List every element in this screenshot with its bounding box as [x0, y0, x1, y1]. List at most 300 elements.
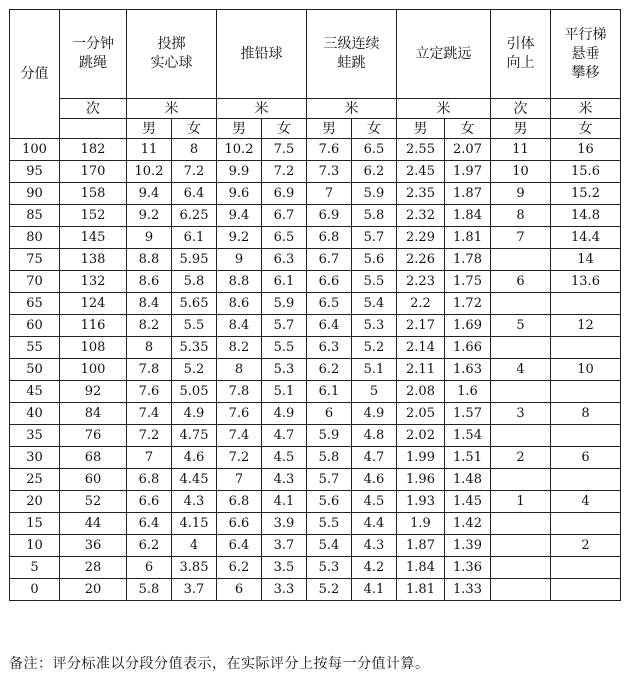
- value-cell: 6: [551, 447, 621, 469]
- value-cell: 2.08: [397, 381, 445, 403]
- unit-cell: 米: [127, 99, 217, 119]
- column-header: 推铅球: [217, 10, 307, 99]
- score-cell: 30: [10, 447, 60, 469]
- value-cell: 6.2: [127, 535, 172, 557]
- table-row: [10, 293, 621, 315]
- value-cell: 36: [60, 535, 127, 557]
- value-cell: 145: [60, 227, 127, 249]
- value-cell: 60: [60, 469, 127, 491]
- value-cell: 9.4: [127, 183, 172, 205]
- value-cell: 1.96: [397, 469, 445, 491]
- value-cell: [551, 579, 621, 601]
- scoring-table: [9, 9, 621, 601]
- value-cell: 5.65: [172, 293, 217, 315]
- value-cell: 4.6: [352, 469, 397, 491]
- value-cell: 6: [217, 579, 262, 601]
- value-cell: 6.4: [127, 513, 172, 535]
- value-cell: 7.6: [307, 139, 352, 161]
- value-cell: 2.2: [397, 293, 445, 315]
- table-row: [10, 425, 621, 447]
- value-cell: 6.7: [307, 249, 352, 271]
- value-cell: 5.7: [307, 469, 352, 491]
- score-cell: 100: [10, 139, 60, 161]
- table-row: [10, 491, 621, 513]
- value-cell: [551, 557, 621, 579]
- value-cell: 7: [491, 227, 551, 249]
- value-cell: 9.2: [217, 227, 262, 249]
- value-cell: 6.3: [262, 249, 307, 271]
- value-cell: 4.8: [352, 425, 397, 447]
- value-cell: 5.5: [172, 315, 217, 337]
- value-cell: 5.4: [352, 293, 397, 315]
- gender-cell-female: 女: [445, 119, 491, 139]
- value-cell: [551, 337, 621, 359]
- value-cell: 4.3: [352, 535, 397, 557]
- value-cell: 4.1: [262, 491, 307, 513]
- value-cell: 6.8: [307, 227, 352, 249]
- value-cell: 5.8: [127, 579, 172, 601]
- table-row: [10, 403, 621, 425]
- value-cell: 1.54: [445, 425, 491, 447]
- value-cell: 6.9: [262, 183, 307, 205]
- value-cell: 6: [491, 271, 551, 293]
- value-cell: 170: [60, 161, 127, 183]
- value-cell: 76: [60, 425, 127, 447]
- scoring-sheet: [9, 9, 621, 672]
- value-cell: 5.05: [172, 381, 217, 403]
- column-header: 三级连续 蛙跳: [307, 10, 397, 99]
- value-cell: 8: [217, 359, 262, 381]
- value-cell: 1.48: [445, 469, 491, 491]
- value-cell: 2.35: [397, 183, 445, 205]
- score-cell: 90: [10, 183, 60, 205]
- value-cell: [491, 293, 551, 315]
- value-cell: 132: [60, 271, 127, 293]
- value-cell: 7.3: [307, 161, 352, 183]
- value-cell: 8.6: [217, 293, 262, 315]
- value-cell: 84: [60, 403, 127, 425]
- value-cell: 2: [491, 447, 551, 469]
- value-cell: 1.42: [445, 513, 491, 535]
- value-cell: 7.2: [217, 447, 262, 469]
- value-cell: 8.8: [127, 249, 172, 271]
- value-cell: [491, 381, 551, 403]
- value-cell: 4.7: [262, 425, 307, 447]
- score-cell: 10: [10, 535, 60, 557]
- value-cell: 7.4: [127, 403, 172, 425]
- value-cell: 10: [551, 359, 621, 381]
- value-cell: 1.66: [445, 337, 491, 359]
- value-cell: 52: [60, 491, 127, 513]
- column-header: 一分钟 跳绳: [60, 10, 127, 99]
- value-cell: 5.8: [172, 271, 217, 293]
- value-cell: 6.4: [172, 183, 217, 205]
- value-cell: 5.9: [262, 293, 307, 315]
- table-row: [10, 579, 621, 601]
- value-cell: 5.8: [352, 205, 397, 227]
- value-cell: 5.6: [352, 249, 397, 271]
- value-cell: 2.11: [397, 359, 445, 381]
- value-cell: 5.7: [262, 315, 307, 337]
- value-cell: 1.78: [445, 249, 491, 271]
- gender-cell-male: 男: [127, 119, 172, 139]
- value-cell: 4.4: [352, 513, 397, 535]
- column-header: 引体 向上: [491, 10, 551, 99]
- value-cell: 4.7: [352, 447, 397, 469]
- value-cell: 6.8: [217, 491, 262, 513]
- table-row: [10, 535, 621, 557]
- value-cell: 4.3: [262, 469, 307, 491]
- value-cell: 1.87: [445, 183, 491, 205]
- value-cell: 6: [127, 557, 172, 579]
- value-cell: 5.35: [172, 337, 217, 359]
- value-cell: 2.29: [397, 227, 445, 249]
- value-cell: 5.8: [307, 447, 352, 469]
- gender-cell-female: 女: [172, 119, 217, 139]
- score-cell: 35: [10, 425, 60, 447]
- value-cell: 1.72: [445, 293, 491, 315]
- value-cell: 3.85: [172, 557, 217, 579]
- value-cell: 5.3: [307, 557, 352, 579]
- value-cell: 2.45: [397, 161, 445, 183]
- footnote: 备注：评分标准以分段分值表示，在实际评分上按每一分值计算。: [9, 656, 430, 672]
- value-cell: 5.1: [352, 359, 397, 381]
- value-cell: 8: [172, 139, 217, 161]
- value-cell: 116: [60, 315, 127, 337]
- value-cell: [551, 293, 621, 315]
- value-cell: 2.07: [445, 139, 491, 161]
- value-cell: 6.8: [127, 469, 172, 491]
- gender-cell-female: 女: [262, 119, 307, 139]
- value-cell: 182: [60, 139, 127, 161]
- value-cell: 6.4: [307, 315, 352, 337]
- value-cell: [491, 249, 551, 271]
- value-cell: 4.9: [352, 403, 397, 425]
- value-cell: 7.6: [127, 381, 172, 403]
- value-cell: 5.95: [172, 249, 217, 271]
- value-cell: 10.2: [217, 139, 262, 161]
- value-cell: 6.6: [217, 513, 262, 535]
- value-cell: 9: [127, 227, 172, 249]
- value-cell: 108: [60, 337, 127, 359]
- value-cell: 6.3: [307, 337, 352, 359]
- unit-cell: 米: [551, 99, 621, 119]
- value-cell: 8.8: [217, 271, 262, 293]
- header-row-names: [10, 10, 621, 99]
- gender-cell-empty: [60, 119, 127, 139]
- value-cell: 6.2: [307, 359, 352, 381]
- value-cell: 7.2: [127, 425, 172, 447]
- value-cell: 9.2: [127, 205, 172, 227]
- table-row: [10, 557, 621, 579]
- value-cell: 4.5: [262, 447, 307, 469]
- value-cell: 5.5: [352, 271, 397, 293]
- value-cell: 1: [491, 491, 551, 513]
- value-cell: 5.2: [172, 359, 217, 381]
- value-cell: 3.9: [262, 513, 307, 535]
- value-cell: [491, 469, 551, 491]
- score-cell: 45: [10, 381, 60, 403]
- value-cell: 4.75: [172, 425, 217, 447]
- value-cell: 7.2: [172, 161, 217, 183]
- value-cell: 1.57: [445, 403, 491, 425]
- value-cell: 6.1: [307, 381, 352, 403]
- value-cell: [551, 425, 621, 447]
- score-cell: 60: [10, 315, 60, 337]
- value-cell: 92: [60, 381, 127, 403]
- value-cell: 4: [551, 491, 621, 513]
- score-cell: 55: [10, 337, 60, 359]
- value-cell: [551, 513, 621, 535]
- value-cell: [491, 513, 551, 535]
- value-cell: [491, 535, 551, 557]
- value-cell: 5.1: [262, 381, 307, 403]
- value-cell: 1.75: [445, 271, 491, 293]
- value-cell: 1.93: [397, 491, 445, 513]
- value-cell: 4.9: [172, 403, 217, 425]
- score-cell: 0: [10, 579, 60, 601]
- value-cell: 6.2: [352, 161, 397, 183]
- value-cell: 6.1: [262, 271, 307, 293]
- value-cell: [491, 425, 551, 447]
- score-cell: 15: [10, 513, 60, 535]
- value-cell: 6.5: [262, 227, 307, 249]
- value-cell: 6.7: [262, 205, 307, 227]
- value-cell: 3.7: [262, 535, 307, 557]
- value-cell: 4: [491, 359, 551, 381]
- column-header: 投掷 实心球: [127, 10, 217, 99]
- table-row: [10, 381, 621, 403]
- value-cell: 6.1: [172, 227, 217, 249]
- score-cell: 95: [10, 161, 60, 183]
- value-cell: 6: [307, 403, 352, 425]
- value-cell: 7.8: [217, 381, 262, 403]
- value-cell: 12: [551, 315, 621, 337]
- value-cell: 1.36: [445, 557, 491, 579]
- value-cell: 3.3: [262, 579, 307, 601]
- value-cell: 5.7: [352, 227, 397, 249]
- value-cell: 1.69: [445, 315, 491, 337]
- unit-cell: 米: [397, 99, 491, 119]
- value-cell: 6.9: [307, 205, 352, 227]
- value-cell: 2.17: [397, 315, 445, 337]
- value-cell: 2.02: [397, 425, 445, 447]
- value-cell: 5.3: [262, 359, 307, 381]
- value-cell: 100: [60, 359, 127, 381]
- value-cell: 6.4: [217, 535, 262, 557]
- value-cell: 4.6: [172, 447, 217, 469]
- table-row: [10, 337, 621, 359]
- score-cell: 50: [10, 359, 60, 381]
- value-cell: 14.4: [551, 227, 621, 249]
- value-cell: 15.6: [551, 161, 621, 183]
- value-cell: 1.84: [397, 557, 445, 579]
- gender-cell-female: 女: [551, 119, 621, 139]
- value-cell: 5.4: [307, 535, 352, 557]
- value-cell: 1.33: [445, 579, 491, 601]
- table-row: [10, 183, 621, 205]
- value-cell: 7.4: [217, 425, 262, 447]
- value-cell: 3: [491, 403, 551, 425]
- value-cell: 1.97: [445, 161, 491, 183]
- gender-cell-male: 男: [397, 119, 445, 139]
- value-cell: 7.8: [127, 359, 172, 381]
- value-cell: 5.9: [352, 183, 397, 205]
- table-row: [10, 359, 621, 381]
- value-cell: 6.5: [352, 139, 397, 161]
- value-cell: 5.5: [262, 337, 307, 359]
- value-cell: 8.4: [127, 293, 172, 315]
- value-cell: 6.2: [217, 557, 262, 579]
- value-cell: [491, 337, 551, 359]
- score-cell: 20: [10, 491, 60, 513]
- value-cell: 3.5: [262, 557, 307, 579]
- value-cell: 4.15: [172, 513, 217, 535]
- gender-cell-male: 男: [307, 119, 352, 139]
- value-cell: 8.6: [127, 271, 172, 293]
- value-cell: 7: [307, 183, 352, 205]
- score-cell: 70: [10, 271, 60, 293]
- value-cell: 7: [127, 447, 172, 469]
- value-cell: 1.81: [445, 227, 491, 249]
- score-cell: 5: [10, 557, 60, 579]
- value-cell: 5.9: [307, 425, 352, 447]
- value-cell: 11: [127, 139, 172, 161]
- value-cell: 8: [491, 205, 551, 227]
- value-cell: 4.5: [352, 491, 397, 513]
- value-cell: 1.81: [397, 579, 445, 601]
- value-cell: 2.32: [397, 205, 445, 227]
- value-cell: 16: [551, 139, 621, 161]
- value-cell: [551, 381, 621, 403]
- table-row: [10, 513, 621, 535]
- value-cell: 2.14: [397, 337, 445, 359]
- value-cell: 4.3: [172, 491, 217, 513]
- value-cell: 15.2: [551, 183, 621, 205]
- table-row: [10, 271, 621, 293]
- table-row: [10, 161, 621, 183]
- gender-cell-female: 女: [352, 119, 397, 139]
- value-cell: 7.6: [217, 403, 262, 425]
- value-cell: 28: [60, 557, 127, 579]
- value-cell: 1.51: [445, 447, 491, 469]
- header-row-gender: [10, 119, 621, 139]
- value-cell: 6.25: [172, 205, 217, 227]
- value-cell: 4: [172, 535, 217, 557]
- value-cell: 5.3: [352, 315, 397, 337]
- value-cell: 8.4: [217, 315, 262, 337]
- value-cell: 7: [217, 469, 262, 491]
- value-cell: 44: [60, 513, 127, 535]
- score-header: 分值: [10, 10, 60, 139]
- value-cell: 3.7: [172, 579, 217, 601]
- value-cell: 2.23: [397, 271, 445, 293]
- value-cell: 4.45: [172, 469, 217, 491]
- value-cell: 6.6: [307, 271, 352, 293]
- value-cell: 14.8: [551, 205, 621, 227]
- value-cell: 5.2: [307, 579, 352, 601]
- table-row: [10, 447, 621, 469]
- column-header: 立定跳远: [397, 10, 491, 99]
- value-cell: 5.6: [307, 491, 352, 513]
- score-cell: 80: [10, 227, 60, 249]
- table-row: [10, 205, 621, 227]
- table-row: [10, 469, 621, 491]
- value-cell: 7.5: [262, 139, 307, 161]
- table-row: [10, 315, 621, 337]
- value-cell: 2.26: [397, 249, 445, 271]
- value-cell: 5.2: [352, 337, 397, 359]
- value-cell: 1.84: [445, 205, 491, 227]
- value-cell: [551, 469, 621, 491]
- unit-cell: 次: [60, 99, 127, 119]
- value-cell: 13.6: [551, 271, 621, 293]
- value-cell: 14: [551, 249, 621, 271]
- value-cell: 9.9: [217, 161, 262, 183]
- value-cell: 9: [491, 183, 551, 205]
- value-cell: 6.5: [307, 293, 352, 315]
- score-cell: 75: [10, 249, 60, 271]
- value-cell: 1.63: [445, 359, 491, 381]
- table-body: [10, 139, 621, 601]
- header-row-units: [10, 99, 621, 119]
- table-row: [10, 139, 621, 161]
- value-cell: 2: [551, 535, 621, 557]
- value-cell: [491, 557, 551, 579]
- value-cell: 11: [491, 139, 551, 161]
- value-cell: 6.6: [127, 491, 172, 513]
- value-cell: 1.9: [397, 513, 445, 535]
- value-cell: 138: [60, 249, 127, 271]
- value-cell: 10.2: [127, 161, 172, 183]
- value-cell: [491, 579, 551, 601]
- value-cell: 68: [60, 447, 127, 469]
- value-cell: 4.2: [352, 557, 397, 579]
- value-cell: 1.99: [397, 447, 445, 469]
- value-cell: 1.45: [445, 491, 491, 513]
- value-cell: 8: [551, 403, 621, 425]
- score-cell: 25: [10, 469, 60, 491]
- table-row: [10, 249, 621, 271]
- value-cell: 2.55: [397, 139, 445, 161]
- score-cell: 65: [10, 293, 60, 315]
- unit-cell: 米: [217, 99, 307, 119]
- value-cell: 1.87: [397, 535, 445, 557]
- value-cell: 2.05: [397, 403, 445, 425]
- gender-cell-male: 男: [217, 119, 262, 139]
- value-cell: 5.5: [307, 513, 352, 535]
- unit-cell: 米: [307, 99, 397, 119]
- value-cell: 8: [127, 337, 172, 359]
- value-cell: 1.39: [445, 535, 491, 557]
- value-cell: 158: [60, 183, 127, 205]
- value-cell: 152: [60, 205, 127, 227]
- value-cell: 5: [352, 381, 397, 403]
- value-cell: 9.6: [217, 183, 262, 205]
- value-cell: 5: [491, 315, 551, 337]
- unit-cell: 次: [491, 99, 551, 119]
- value-cell: 10: [491, 161, 551, 183]
- value-cell: 4.9: [262, 403, 307, 425]
- value-cell: 124: [60, 293, 127, 315]
- score-cell: 85: [10, 205, 60, 227]
- value-cell: 4.1: [352, 579, 397, 601]
- value-cell: 8.2: [127, 315, 172, 337]
- gender-cell-male: 男: [491, 119, 551, 139]
- score-cell: 40: [10, 403, 60, 425]
- value-cell: 20: [60, 579, 127, 601]
- value-cell: 7.2: [262, 161, 307, 183]
